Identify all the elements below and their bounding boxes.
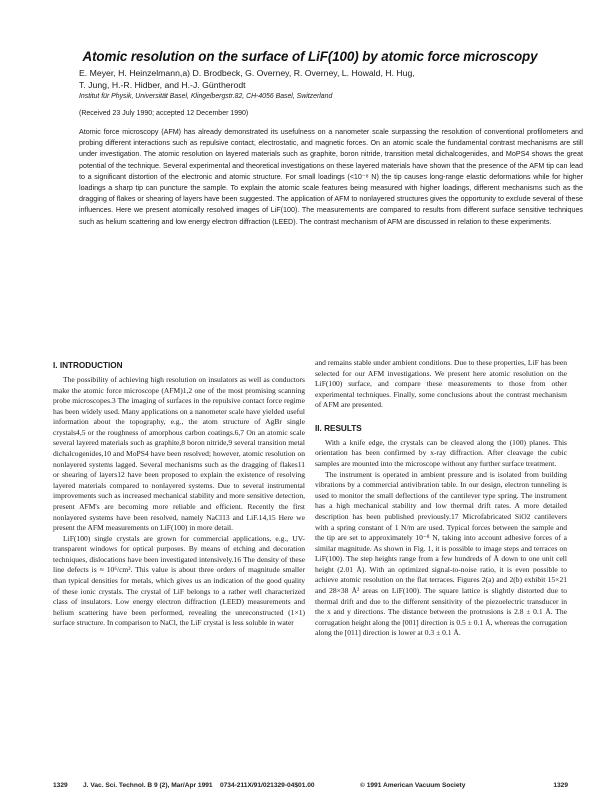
footer-page-number-left: 1329 (53, 782, 68, 789)
received-dates: (Received 23 July 1990; accepted 12 December 1990) (79, 110, 249, 117)
footer-code: 0734-211X/91/021329-04$01.00 (219, 782, 315, 789)
footer-journal-citation (83, 782, 315, 789)
footer-journal: J. Vac. Sci. Technol. B 9 (2), Mar/Apr 1991 (83, 782, 213, 789)
authors-line-1: E. Meyer, H. Heinzelmann,a) D. Brodbeck, G. Overney, R. Overney, L. Howald, H. Hug, (79, 68, 415, 78)
author-list (79, 68, 579, 91)
footer-copyright: © 1991 American Vacuum Society (360, 782, 466, 789)
introduction-paragraph-2: LiF(100) single crystals are grown for commercial applications, e.g., UV-transparent windows for optical purposes. By means of etching and decoration techniques, dislocations have been investigated intensively.16 The density of these line defects is ≈ 10⁶/cm². This value is about three orders of magnitude smaller than typical densities for metals, which gives us an indication of the good quality of these ionic crystals. The crystal of LiF belongs to a rather well characterized class of insulators. Low energy electron diffraction (LEED) measurements and helium scattering have been performed, revealing the unreconstructed (1×1) surface structure. In comparison to NaCl, the LiF crystal is less soluble in water (53, 533, 305, 628)
abstract: Atomic force microscopy (AFM) has already demonstrated its usefulness on a nanometer scale surpassing the resolution of conventional profilometers and probing different interactions such as repulsive contact, electrostatic, and magnetic forces. On an atomic scale the fundamental contrast mechanisms are still under investigation. The atomic resolution on layered materials such as graphite, boron nitride, transition metal dichalcogenides, and MoPS4 shows the great potential of the technique. Several experimental and theoretical investigations on these layered materials have shown that the presence of the AFM tip can lead to a significant distortion of the electronic and atomic structure. For small loadings (<10⁻⁸ N) the tip causes long-range elastic deformations while for higher loadings a sharp tip can puncture the sample. To explain the atomic scale features being measured with higher loadings, different mechanisms such as the dragging of flakes or shearing of layers have been suggested. The application of AFM to nonlayered structures gives the opportunity to exclude several of these influences. Here we present atomically resolved images of LiF(100). The measurements are compared to results from different surface sensitive techniques such as helium scattering and low energy electron diffraction (LEED). The contrast mechanism of AFM are discussed in relation to these experiments. (79, 128, 583, 226)
section-heading-introduction: I. INTRODUCTION (53, 361, 123, 370)
introduction-continuation: and remains stable under ambient conditions. Due to these properties, LiF has been selected for our AFM investigations. We present here atomic resolution on the LiF(100) surface, and compare these measurements to those from other experimental techniques. Finally, some conclusions about the contrast mechanism of AFM are presented. (315, 358, 567, 410)
authors-line-2: T. Jung, H.-R. Hidber, and H.-J. Güntherodt (79, 79, 246, 90)
footer-page-number-right: 1329 (553, 782, 568, 789)
left-column (53, 360, 305, 629)
results-paragraph-2: The instrument is operated in ambient pressure and is isolated from building vibrations by a commercial antivibration table. In our design, electron tunneling is used to monitor the small deflections of the cantilever type spring. The instrument has a high mechanical stability and low thermal drift rates. A more detailed description has been published previously.17 Microfabricated SiO2 cantilevers with a spring constant of 1 N/m are used. Typical forces between the sample and the tip are set to approximately 10⁻⁸ N, taking into account adhesive forces of a similar magnitude. As shown in Fig. 1, it is possible to image steps and terraces on LiF(100). The step heights range from a few hundreds of Å down to one unit cell height (2.01 Å). With an optimized signal-to-noise ratio, it is even possible to achieve atomic resolution on the flat terraces. Figures 2(a) and 2(b) exhibit 15×21 and 28×38 Å² areas on LiF(100). The square lattice is slightly distorted due to thermal drift and due to the different sensitivity of the piezoelectric transducer in the x and y directions. The distance between the protrusions is 2.8 ± 0.1 Å. The corrugation height along the [001] direction is 0.5 ± 0.1 Å, whereas the corrugation along the [011] direction is lower at 0.3 ± 0.1 Å. (315, 469, 567, 638)
right-column (315, 358, 567, 639)
affiliation: Institut für Physik, Universität Basel, Klingelbergstr.82, CH-4056 Basel, Switzerland (79, 93, 333, 100)
results-paragraph-1: With a knife edge, the crystals can be cleaved along the (100) planes. This orientation has been confirmed by x-ray diffraction. After cleavage the cubic samples are mounted into the microscope without any further surface treatment. (315, 437, 567, 469)
article-title: Atomic resolution on the surface of LiF(100) by atomic force microscopy (82, 49, 538, 64)
page-footer (53, 782, 568, 794)
introduction-paragraph-1: The possibility of achieving high resolution on insulators as well as conductors make the atomic force microscope (AFM)1,2 one of the most promising scanning probe microscopes.3 The imaging of surfaces in the repulsive contact force regime has been widely used. Many applications on a nanometer scale have yielded useful information about the topography, e.g., the atom structure of AgBr single crystals4,5 or the roughness of amorphous carbon coatings.6,7 On an atomic scale several layered materials such as graphite,8 boron nitride,9 several transition metal dichalcogenides,10 and MoPS4 have been resolved; however, atomic resolution on nonlayered systems lagged. Several mechanisms such as the dragging of flakes11 or shearing of layers12 have been proposed to explain the existence of resolving layered materials compared to nonlayered systems. Due to several instrumental improvements such as increased mechanical stability and more sensitive detection, present AFM's are becoming more reliable and efficient. Recently the first nonlayered systems have been resolved, namely NaCl13 and LiF.14,15 Here we present the AFM measurements on LiF(100) in more detail. (53, 375, 305, 533)
section-heading-results: II. RESULTS (315, 423, 362, 433)
